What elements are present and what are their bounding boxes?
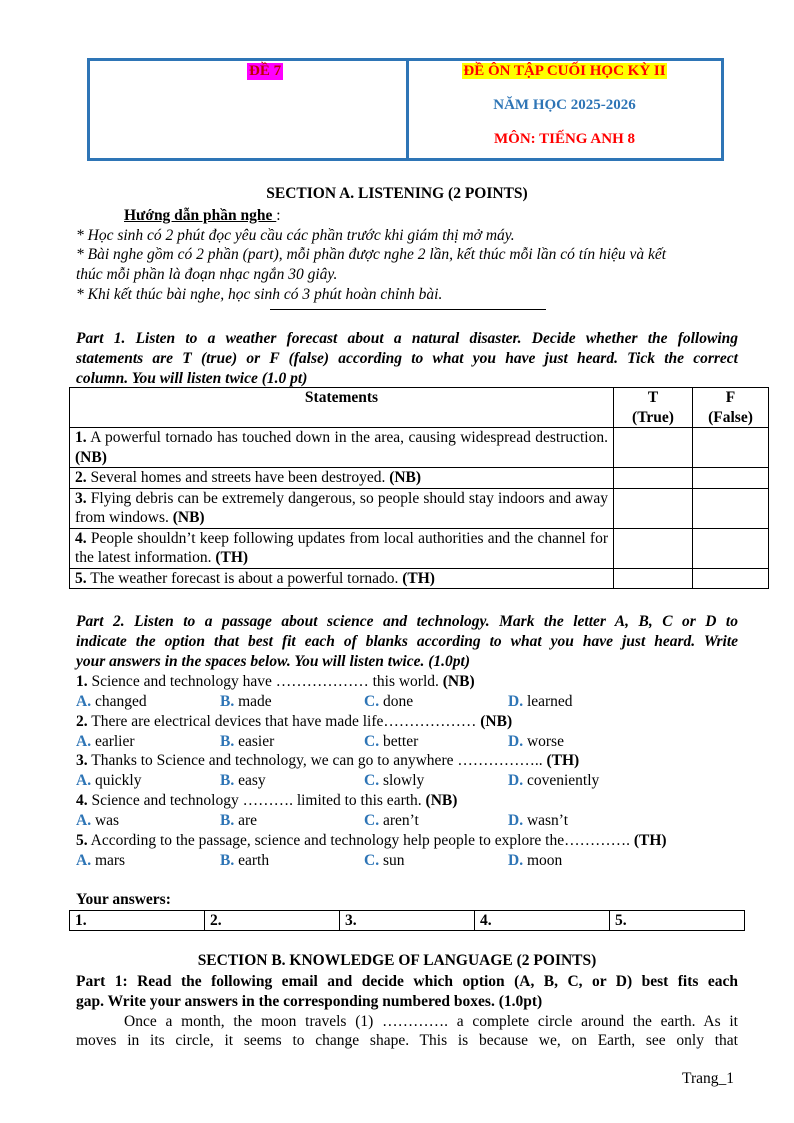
exam-title: ĐỀ ÔN TẬP CUỐI HỌC KỲ II [463, 63, 666, 79]
question-4: 4. Science and technology ………. limited to this earth. (NB) [76, 792, 458, 809]
table-row [70, 568, 769, 589]
table-row [70, 468, 769, 489]
answer-cell-5[interactable]: 5. [610, 911, 745, 931]
answer-cell-2[interactable]: 2. [205, 911, 340, 931]
part1-instruction-2: statements are T (true) or F (false) according to what you have just heard. Tick the correct [76, 350, 738, 367]
table-row [70, 488, 769, 528]
option-d[interactable]: D. coveniently [508, 772, 600, 789]
part2-instruction-2: indicate the option that best fit each of blanks according to what you have just heard. Write [76, 633, 738, 650]
statement-cell: 5. The weather forecast is about a powerful tornado. (TH) [70, 568, 614, 589]
option-a[interactable]: A. mars [76, 852, 126, 869]
option-a[interactable]: A. earlier [76, 733, 135, 750]
option-d[interactable]: D. learned [508, 693, 573, 710]
option-b[interactable]: B. easy [220, 772, 266, 789]
false-tick-cell[interactable] [693, 568, 769, 589]
your-answers-label: Your answers: [76, 891, 171, 908]
option-b[interactable]: B. earth [220, 852, 270, 869]
option-b[interactable]: B. made [220, 693, 272, 710]
option-d[interactable]: D. worse [508, 733, 564, 750]
guide-line-4: * Khi kết thúc bài nghe, học sinh có 3 phút hoàn chỉnh bài. [76, 286, 443, 303]
section-b-part1-instruction-2: gap. Write your answers in the corresponding numbered boxes. (1.0pt) [76, 993, 543, 1010]
option-a[interactable]: A. was [76, 812, 120, 829]
question-2: 2. There are electrical devices that have made life……………… (NB) [76, 713, 513, 730]
option-a[interactable]: A. quickly [76, 772, 142, 789]
true-header: T (True) [614, 388, 693, 428]
statement-cell: 1. A powerful tornado has touched down in the area, causing widespread destruction. (NB) [70, 428, 614, 468]
option-c[interactable]: C. sun [364, 852, 405, 869]
section-b-title: SECTION B. KNOWLEDGE OF LANGUAGE (2 POINTS) [197, 952, 597, 969]
exam-header-box [87, 58, 724, 161]
true-tick-cell[interactable] [614, 428, 693, 468]
true-tick-cell[interactable] [614, 528, 693, 568]
table-row [70, 428, 769, 468]
question-1: 1. Science and technology have ……………… this world. (NB) [76, 673, 475, 690]
listening-guide-title: Hướng dẫn phần nghe : [124, 207, 281, 224]
part1-instruction-1: Part 1. Listen to a weather forecast about a natural disaster. Decide whether the following [76, 330, 738, 347]
answer-cell-1[interactable]: 1. [70, 911, 205, 931]
exam-code-badge: ĐỀ 7 [249, 63, 282, 79]
option-c[interactable]: C. aren’t [364, 812, 419, 829]
true-tick-cell[interactable] [614, 468, 693, 489]
answer-cell-4[interactable]: 4. [475, 911, 610, 931]
guide-line-1: * Học sinh có 2 phút đọc yêu cầu các phần trước khi giám thị mở máy. [76, 227, 515, 244]
page-number: Trang_1 [682, 1070, 734, 1087]
subject: MÔN: TIẾNG ANH 8 [494, 131, 635, 147]
false-tick-cell[interactable] [693, 428, 769, 468]
option-b[interactable]: B. are [220, 812, 258, 829]
school-year: NĂM HỌC 2025-2026 [493, 97, 636, 113]
passage-line-1: Once a month, the moon travels (1) …………. a complete circle around the earth. As it [124, 1013, 738, 1030]
false-tick-cell[interactable] [693, 528, 769, 568]
passage-line-2: moves in its circle, it seems to change shape. This is because we, on Earth, see only that [76, 1032, 738, 1049]
option-a[interactable]: A. changed [76, 693, 147, 710]
statements-table [69, 387, 769, 589]
statement-cell: 4. People shouldn’t keep following updates from local authorities and the channel for the latest information. (TH) [70, 528, 614, 568]
true-tick-cell[interactable] [614, 488, 693, 528]
option-c[interactable]: C. better [364, 733, 419, 750]
question-5: 5. According to the passage, science and technology help people to explore the…………. (TH) [76, 832, 667, 849]
part2-instruction-1: Part 2. Listen to a passage about science and technology. Mark the letter A, B, C or D to [76, 613, 738, 630]
guide-line-2: * Bài nghe gồm có 2 phần (part), mỗi phần được nghe 2 lần, kết thúc mỗi lần có tín hiệu và kết [76, 246, 667, 263]
question-3: 3. Thanks to Science and technology, we can go to anywhere …………….. (TH) [76, 752, 580, 769]
option-d[interactable]: D. wasn’t [508, 812, 568, 829]
statement-cell: 3. Flying debris can be extremely dangerous, so people should stay indoors and away from windows. (NB) [70, 488, 614, 528]
true-tick-cell[interactable] [614, 568, 693, 589]
section-a-title: SECTION A. LISTENING (2 POINTS) [266, 185, 528, 202]
section-b-part1-instruction-1: Part 1: Read the following email and decide which option (A, B, C, or D) best fits each [76, 973, 738, 990]
guide-separator [270, 309, 546, 310]
false-tick-cell[interactable] [693, 488, 769, 528]
option-b[interactable]: B. easier [220, 733, 275, 750]
guide-line-3: thúc mỗi phần là đoạn nhạc ngắn 30 giây. [76, 266, 338, 283]
answers-table [69, 910, 745, 931]
option-d[interactable]: D. moon [508, 852, 563, 869]
option-c[interactable]: C. slowly [364, 772, 425, 789]
part2-instruction-3: your answers in the spaces below. You will listen twice. (1.0pt) [76, 653, 470, 670]
statements-header: Statements [70, 388, 614, 428]
table-row [70, 911, 745, 931]
table-header-row [70, 388, 769, 428]
option-c[interactable]: C. done [364, 693, 414, 710]
statement-cell: 2. Several homes and streets have been destroyed. (NB) [70, 468, 614, 489]
answer-cell-3[interactable]: 3. [340, 911, 475, 931]
part1-instruction-3: column. You will listen twice (1.0 pt) [76, 370, 308, 387]
table-row [70, 528, 769, 568]
false-header: F (False) [693, 388, 769, 428]
false-tick-cell[interactable] [693, 468, 769, 489]
